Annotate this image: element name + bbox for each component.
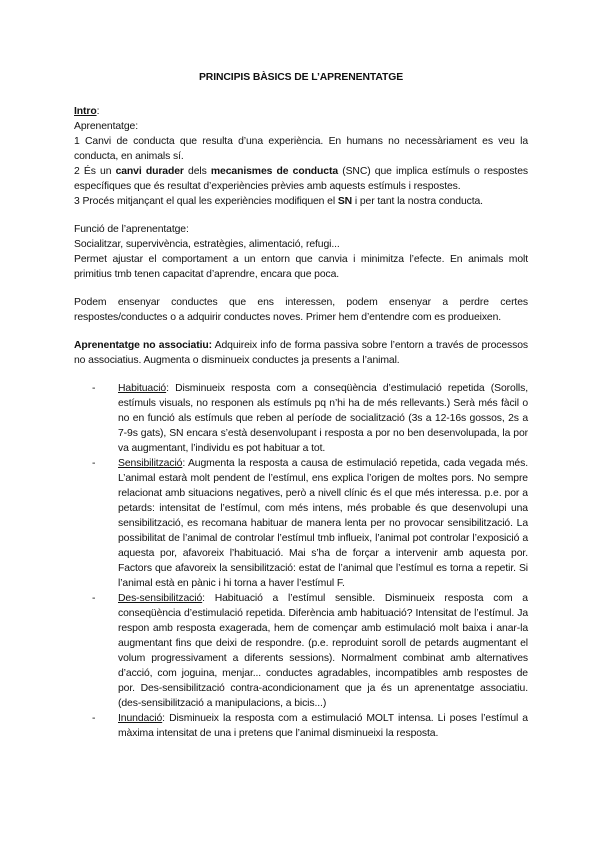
definition-3-part-c: i per tant la nostra conducta. [352, 196, 483, 207]
text-habituacio: : Disminueix resposta com a conseqüència d’estimulació repetida (Sorolls, estímuls visuals, no responen als estímuls pq n’hi ha de més rellevants.) Serà més fàcil o no en funció als estímuls que reben al període de socialització (3s a 12-16s gossos, 2s a 7-9s gats), SN encara s’està desenvolupant i resposta a por no ben desenvolupada, la por va augmentant, l’individu es pot habituar a tot. [118, 383, 528, 454]
definition-2-part-a: 2 És un [74, 166, 116, 177]
list-dash: - [92, 713, 96, 724]
funcio-line-2: Permet ajustar el comportament a un entorn que canvia i minimitza l’efecte. En animals molt primitius tmb tenen capacitat d’aprendre, encara que poca. [74, 254, 528, 280]
definition-3 [74, 194, 528, 209]
intro-heading-colon: : [96, 106, 100, 117]
intro-heading-text: Intro [74, 106, 97, 117]
no-associatiu-section [74, 338, 528, 368]
list-item-des-sensibilitzacio [92, 591, 528, 711]
text-sensibilitzacio: : Augmenta la resposta a causa de estimulació repetida, cada vegada més. L’animal estarà molt pendent de l’estímul, ens explica l’origen de moltes pors. No sempre relacionat amb situacions negatives, però a nivell clínic és el que més interessa. p.e. por a petards: intensitat de l’estímul, com més intens, més probable és que desenvolupi una sensibilització, es recomana habituar de manera lenta per no provocar sensibilització. La possibilitat de l’animal de controlar l’estímul tmb influeix, l’animal pot controlar l’exposició a aquesta por, afavoreix l’habituació. Mai s’ha de forçar a intervenir amb aquesta por. Factors que afavoreix la sensibilització: estat de l’animal que l’estímul es torna a repetir. Si l’animal està en pànic i hi torna a haver l’estímul F. [118, 458, 528, 589]
no-associatiu-text: Adquireix info de forma passiva sobre l’entorn a través de processos no associatius. Augmenta o disminueix conductes ja presents a l’animal. [74, 340, 528, 366]
term-inundacio: Inundació [118, 713, 163, 724]
list-item-sensibilitzacio [92, 456, 528, 591]
text-des-sensibilitzacio: : Habituació a l’estímul sensible. Disminueix resposta com a conseqüència d’estimulació repetida. Diferència amb habituació? Intensitat de l’estímul. Ja respon amb resposta exagerada, hem de començar amb estimulació molt baixa i anar-la augmentant fins que deixi de respondre. (p.e. reproduint soroll de petards augmentant el volum progressivament a diferents sessions). Normalment combinat amb alternatives d’acció, com joguina, menjar... conductes agradables, incompatibles amb respostes de por. Des-sensibilització contra-acondicionament que ja és un aprenentatge associatiu. (des-sensibilització a manipulacions, a bicis...) [118, 593, 528, 709]
term-des-sensibilitzacio: Des-sensibilització [118, 593, 203, 604]
term-sensibilitzacio: Sensibilització [118, 458, 183, 469]
list-dash: - [92, 593, 96, 604]
intro-heading [74, 104, 528, 119]
funcio-heading: Funció de l’aprenentatge: [74, 224, 189, 235]
funcio-line-1: Socialitzar, supervivència, estratègies, alimentació, refugi... [74, 239, 340, 250]
intro-paragraph-section [74, 295, 528, 325]
definition-2-bold-b: mecanismes de conducta [210, 166, 339, 177]
list-dash: - [92, 383, 96, 394]
definition-3-bold: SN [337, 196, 353, 207]
funcio-section [74, 222, 528, 282]
learning-types-list [74, 381, 528, 741]
definition-2-part-e: (SNC) que implica estímuls o respostes específiques que és resultat d’experiències prèvies amb aquests estímuls i respostes. [74, 166, 528, 192]
list-dash: - [92, 458, 96, 469]
definition-3-part-a: 3 Procés mitjançant el qual les experiències modifiquen el [74, 196, 338, 207]
document-title: PRINCIPIS BÀSICS DE L’APRENENTATGE [198, 72, 404, 83]
intro-subheading: Aprenentatge: [74, 121, 138, 132]
list-item-habituacio [92, 381, 528, 456]
definition-1: 1 Canvi de conducta que resulta d’una experiència. En humans no necessàriament es veu la conducta, en animals sí. [74, 136, 528, 162]
definition-2 [74, 164, 528, 194]
list-item-inundacio [92, 711, 528, 741]
definition-2-bold-a: canvi durader [115, 166, 184, 177]
document-page [74, 66, 528, 741]
no-associatiu-heading: Aprenentatge no associatiu: [74, 340, 212, 351]
definition-2-part-c: dels [183, 166, 211, 177]
text-inundacio: : Disminueix la resposta com a estimulació MOLT intensa. Li poses l’estímul a màxima intensitat de una i pretens que l’animal disminueixi la resposta. [118, 713, 528, 739]
term-habituacio: Habituació [118, 383, 167, 394]
intro-paragraph: Podem ensenyar conductes que ens interessen, podem ensenyar a perdre certes respostes/conductes o a adquirir conductes noves. Primer hem d’entendre com es produeixen. [74, 297, 528, 323]
intro-section [74, 104, 528, 209]
no-associatiu-paragraph [74, 338, 528, 368]
